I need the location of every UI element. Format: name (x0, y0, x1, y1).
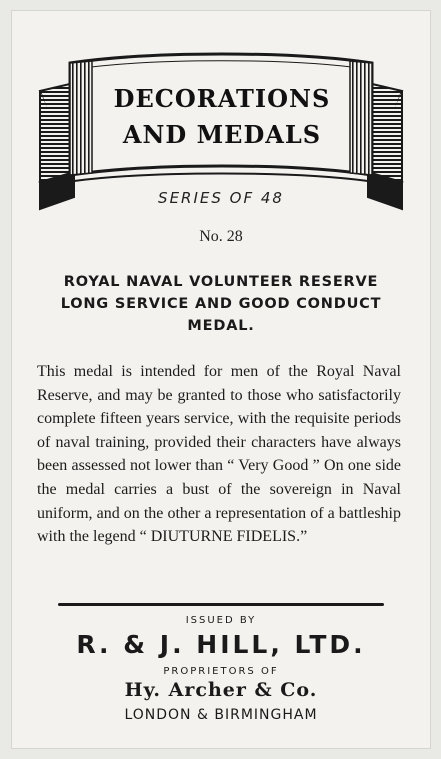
medal-description: This medal is intended for men of the Royal Naval Reserve, and may be granted to those who satisfactorily complete fifteen years service, with the requisite periods of naval training, provided their characters have always been assessed not lower than “ Very Good ” On one side the medal carries a bust of the sovereign in Naval uniform, and on the other a representation of a battleship with the legend “ DIUTURNE FIDELIS.” (37, 363, 401, 546)
medal-heading: ROYAL NAVAL VOLUNTEER RESERVE LONG SERVICE AND GOOD CONDUCT MEDAL. (60, 274, 382, 334)
issued-by-label: ISSUED BY (185, 615, 257, 626)
series-label: SERIES OF 48 (158, 189, 284, 207)
divider-rule (58, 603, 384, 606)
card-number: No. 28 (199, 228, 243, 245)
banner-title-line-2: AND MEDALS (122, 120, 322, 149)
publisher-name: R. & J. HILL, LTD. (76, 630, 366, 659)
publisher-location: LONDON & BIRMINGHAM (124, 707, 318, 723)
proprietors-label: PROPRIETORS OF (163, 666, 279, 677)
proprietor-name: Hy. Archer & Co. (124, 679, 318, 701)
banner-title-line-1: DECORATIONS (113, 84, 331, 113)
title-banner (12, 11, 430, 211)
cigarette-card-back (12, 11, 430, 748)
